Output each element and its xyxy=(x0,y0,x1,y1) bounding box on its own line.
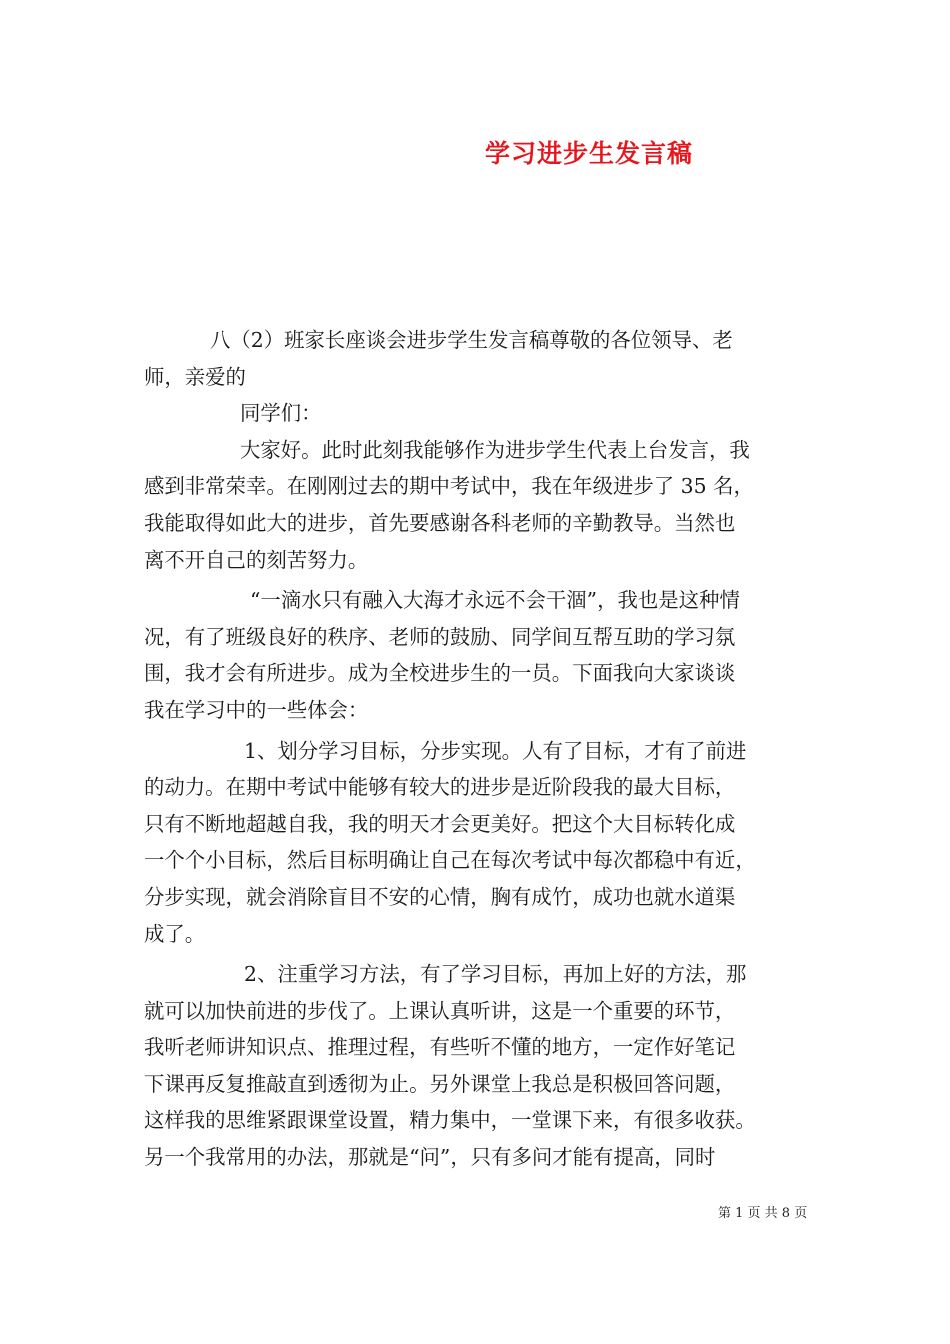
body-line: 感到非常荣幸。在刚刚过去的期中考试中，我在年级进步了 35 名， xyxy=(144,474,754,499)
body-line: 成了。 xyxy=(144,921,206,946)
body-line: 况，有了班级良好的秩序、老师的鼓励、同学间互帮互助的学习氛 xyxy=(144,624,736,649)
body-line: 我能取得如此大的进步，首先要感谢各科老师的辛勤教导。当然也 xyxy=(144,510,736,535)
body-line: 我听老师讲知识点、推理过程，有些听不懂的地方，一定作好笔记 xyxy=(144,1035,736,1060)
body-line: 同学们： xyxy=(240,401,322,426)
body-line: 大家好。此时此刻我能够作为进步学生代表上台发言，我 xyxy=(240,437,750,462)
document-body xyxy=(144,322,828,1176)
page-number: 第 1 页 共 8 页 xyxy=(718,1206,808,1221)
document-title: 学习进步生发言稿 xyxy=(484,139,693,168)
body-line: 2、注重学习方法，有了学习目标，再加上好的方法，那 xyxy=(244,962,747,987)
body-line: 1、划分学习目标，分步实现。人有了目标，才有了前进 xyxy=(244,738,747,763)
body-line: 八（2）班家长座谈会进步学生发言稿尊敬的各位领导、老 xyxy=(210,328,733,352)
body-line: 只有不断地超越自我，我的明天才会更美好。把这个大目标转化成 xyxy=(144,811,736,836)
body-line: 师，亲爱的 xyxy=(144,364,246,389)
body-line: 另一个我常用的办法，那就是“问”，只有多问才能有提高，同时 xyxy=(144,1145,716,1170)
body-line: 一个个小目标，然后目标明确让自己在每次考试中每次都稳中有近， xyxy=(144,848,756,873)
body-line: 离不开自己的刻苦努力。 xyxy=(144,547,369,572)
body-line: 我在学习中的一些体会： xyxy=(144,697,369,722)
body-line: 的动力。在期中考试中能够有较大的进步是近阶段我的最大目标， xyxy=(144,775,736,800)
body-line: 下课再反复推敲直到透彻为止。另外课堂上我总是积极回答问题， xyxy=(144,1071,736,1096)
body-line: 分步实现，就会消除盲目不安的心情，胸有成竹，成功也就水道渠 xyxy=(144,884,736,909)
body-line: 这样我的思维紧跟课堂设置，精力集中，一堂课下来，有很多收获。 xyxy=(144,1108,756,1133)
body-line: 围，我才会有所进步。成为全校进步生的一员。下面我向大家谈谈 xyxy=(144,661,736,686)
body-line: 就可以加快前进的步伐了。上课认真听讲，这是一个重要的环节， xyxy=(144,998,736,1023)
body-line: “一滴水只有融入大海才永远不会干涸”，我也是这种情 xyxy=(250,588,740,613)
